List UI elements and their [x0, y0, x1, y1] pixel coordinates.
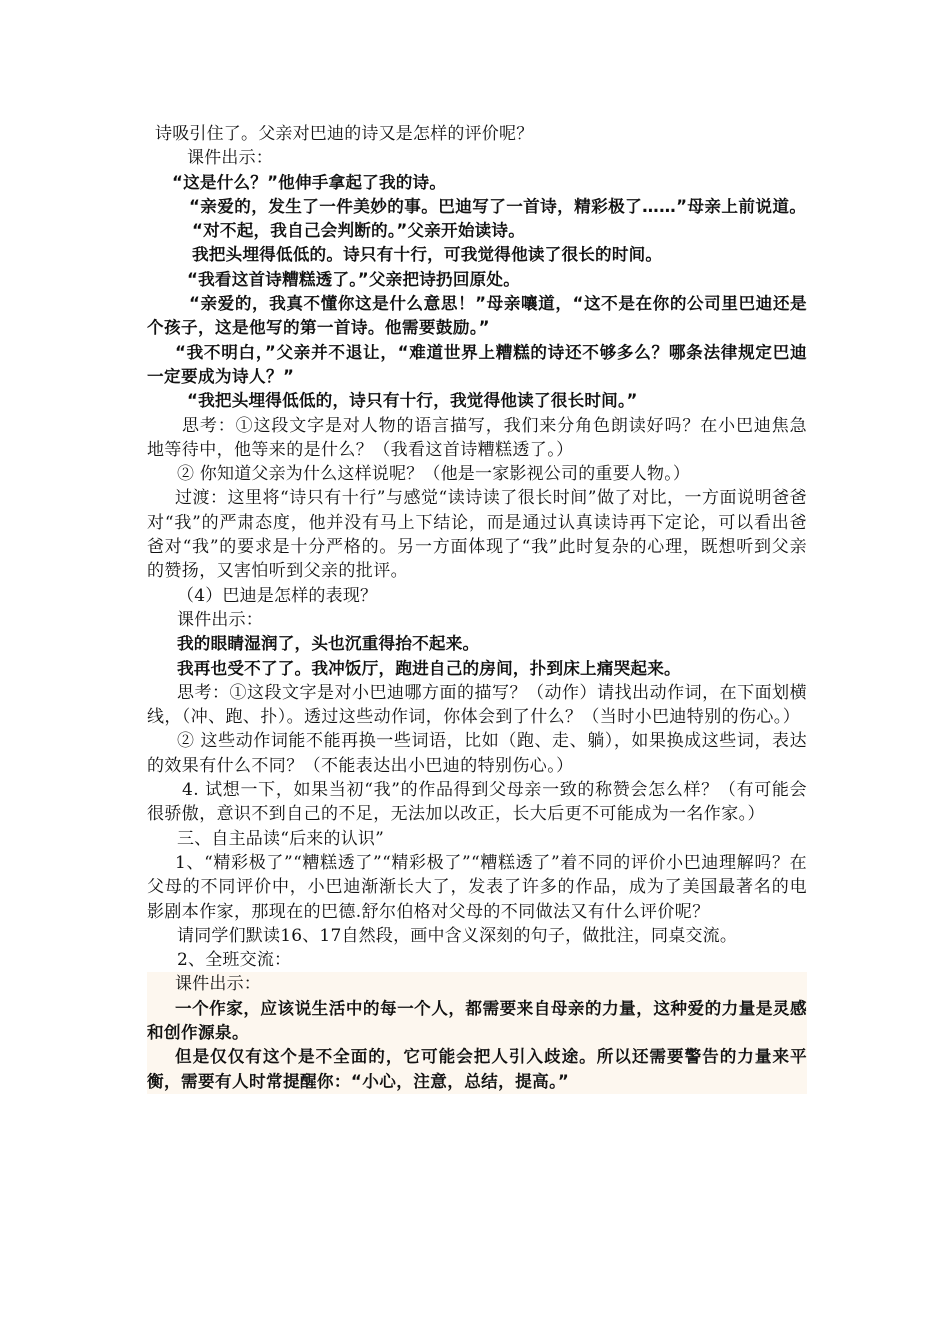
paragraph: 课件出示： [177, 609, 263, 630]
paragraph: “我不明白，”父亲并不退让，“难道世界上糟糕的诗还不够多么？哪条法律规定巴迪一定要成为诗人？” [147, 342, 807, 386]
paragraph: “对不起，我自己会判断的。”父亲开始读诗。 [192, 221, 525, 241]
paragraph: 过渡：这里将“诗只有十行”与感觉“读诗读了很长时间”做了对比，一方面说明爸爸对“我”的严肃态度，他并没有马上下结论，而是通过认真读诗再下定论，可以看出爸爸对“我”的要求是十分严格的。另一方面体现了“我”此时复杂的心理，既想听到父亲的赞扬，又害怕听到父亲的批评。 [147, 488, 807, 582]
paragraph: 2、全班交流： [177, 950, 292, 971]
paragraph: “亲爱的，我真不懂你这是什么意思！”母亲嚷道，“这不是在你的公司里巴迪还是个孩子，这是他写的第一首诗。他需要鼓励。” [147, 294, 807, 338]
paragraph: “这是什么？”他伸手拿起了我的诗。 [172, 172, 447, 192]
paragraph: 但是仅仅有这个是不全面的，它可能会把人引入歧途。所以还需要警告的力量来平衡，需要有人时常提醒你：“小心，注意，总结，提高。” [147, 1045, 807, 1094]
paragraph: ② 这些动作词能不能再换一些词语，比如（跑、走、躺），如果换成这些词，表达的效果有什么不同？（不能表达出小巴迪的特别伤心。） [147, 731, 807, 776]
paragraph: 我再也受不了了。我冲饭厅，跑进自己的房间，扑到床上痛哭起来。 [177, 658, 681, 678]
paragraph: 思考：①这段文字是对小巴迪哪方面的描写？（动作）请找出动作词，在下面划横线，（冲、跑、扑）。透过这些动作词，你体会到了什么？（当时小巴迪特别的伤心。） [147, 682, 807, 728]
paragraph: 课件出示： [147, 972, 807, 996]
paragraph: 我把头埋得低低的。诗只有十行，可我觉得他读了很长的时间。 [192, 245, 663, 265]
paragraph: 一个作家，应该说生活中的每一个人，都需要来自母亲的力量，这种爱的力量是灵感和创作源泉。 [147, 997, 807, 1046]
paragraph: “我看这首诗糟糕透了。”父亲把诗扔回原处。 [187, 269, 520, 289]
paragraph: 4. 试想一下，如果当初“我”的作品得到父母亲一致的称赞会怎么样？（有可能会很骄傲，意识不到自己的不足，无法加以改正，长大后更不可能成为一名作家。） [147, 780, 807, 825]
paragraph: 我的眼睛湿润了，头也沉重得抬不起来。 [177, 634, 480, 654]
paragraph: ② 你知道父亲为什么这样说呢？（他是一家影视公司的重要人物。） [177, 464, 691, 485]
paragraph: 请同学们默读16、17自然段，画中含义深刻的句子，做批注，同桌交流。 [177, 925, 738, 946]
paragraph: 课件出示： [187, 148, 273, 169]
document-body [147, 122, 807, 1094]
paragraph: “我把头埋得低低的，诗只有十行，我觉得他读了很长时间。” [187, 391, 638, 411]
paragraph: 1、“精彩极了”“糟糕透了”“精彩极了”“糟糕透了”着不同的评价小巴迪理解吗？在父母的不同评价中，小巴迪渐渐长大了，发表了许多的作品，成为了美国最著名的电影剧本作家，那现在的巴德.舒尔伯格对父母的不同做法又有什么评价呢？ [147, 852, 807, 922]
paragraph: 诗吸引住了。父亲对巴迪的诗又是怎样的评价呢？ [155, 124, 534, 144]
paragraph: “亲爱的，发生了一件美妙的事。巴迪写了一首诗，精彩极了……”母亲上前说道。 [189, 196, 807, 216]
paragraph: （4）巴迪是怎样的表现？ [177, 585, 378, 606]
paragraph: 三、自主品读“后来的认识” [177, 828, 384, 849]
paragraph: 思考：①这段文字是对人物的语言描写，我们来分角色朗读好吗？在小巴迪焦急地等待中，他等来的是什么？（我看这首诗糟糕透了。） [147, 415, 807, 460]
